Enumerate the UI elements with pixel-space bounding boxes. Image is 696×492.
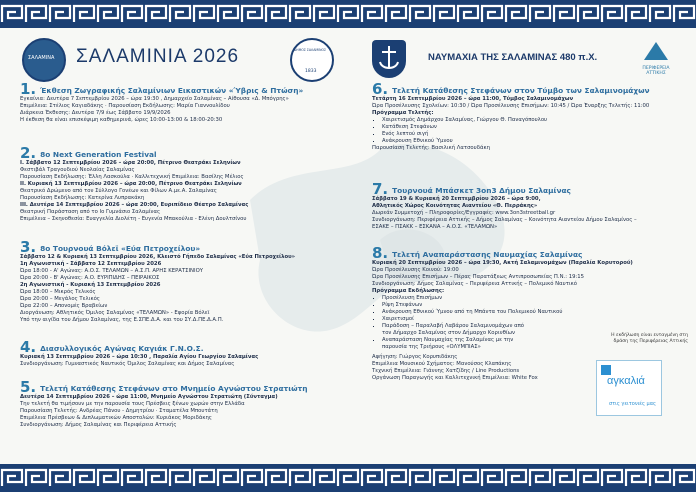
list-item: ▪ Χαιρετισμοί xyxy=(382,316,633,323)
event-2-line: Παρουσίαση Εκδήλωσης: Κατερίνα Λυπρακάκη xyxy=(20,195,145,201)
event-8-credit: Επιμέλεια Μουσικού Σχήματος: Μανούσος Κλαπάκης xyxy=(372,361,512,367)
event-8-line: Συνδιοργάνωση: Δήμος Σαλαμίνας – Περιφέρεια Αττικής – Πολεμικό Ναυτικό xyxy=(372,281,578,287)
agkalia-logo xyxy=(596,360,662,416)
event-5-line: Συνδιοργάνωση: Δήμος Σαλαμίνας και Περιφέρεια Αττικής xyxy=(20,422,177,428)
event-8-line: Ώρα Προσέλευσης Κοινού: 19:00 xyxy=(372,267,459,273)
event-2-number: 2. xyxy=(20,144,37,162)
event-6-line: Ώρα Προσέλευσης Σχολείων: 10:30 / Ώρα Προσέλευσης Επισήμων: 10:45 / Ώρα Έναρξης Τελετής: 11:00 xyxy=(372,103,650,109)
event-8-credit: Τεχνική Επιμέλεια: Γιάννης Χατζίδης / Line Productions xyxy=(372,368,520,374)
event-3 xyxy=(20,238,296,324)
agkalia-brand: αγκαλιά xyxy=(607,375,645,387)
event-3-line: Ώρα 18:00 - Α' Αγώνας: Α.Ο.Σ. ΤΕΛΑΜΩΝ – Α.Σ.Π. ΑΡΗΣ ΚΕΡΑΤΣΙΝΙΟΥ xyxy=(20,268,203,274)
event-7-line: Συνδιοργάνωση: Περιφέρεια Αττικής – Δήμος Σαλαμίνας – Κοινότητα Αιαντείου Δήμου Σαλαμίνος – xyxy=(372,217,637,223)
event-1 xyxy=(20,80,304,124)
event-5-line: Επιμέλεια Πρέσβεων & Διπλωματικών Αποστολών: Κυριάκος Μοριδάκης xyxy=(20,415,212,421)
event-3-line: Ώρα 18:00 – Μικρός Τελικός xyxy=(20,289,96,295)
event-6 xyxy=(372,80,650,152)
event-5-number: 5. xyxy=(20,378,37,396)
event-1-title: Έκθεση Ζωγραφικής Σαλαμίνιων Εικαστικών «Ύβρις & Πτώση» xyxy=(40,86,304,95)
event-1-line: Επιμέλεια: Στέλιος Καγιαδάκης · Παρουσίαση Εκδήλωσης: Μαρία Γιαννουλίδου xyxy=(20,103,230,109)
event-2-title: 8ο Next Generation Festival xyxy=(40,150,157,159)
list-item: ▪ Ανάκρουση Εθνικού Ύμνου από τη Μπάντα του Πολεμικού Ναυτικού xyxy=(382,309,633,316)
list-item: ▪ Κατάθεση Στεφάνων xyxy=(382,124,650,131)
list-item: ▪ Χαιρετισμός Δημάρχου Σαλαμίνας, Γιώργου Θ. Παναγόπουλου xyxy=(382,117,650,124)
event-2-line: III. Δευτέρα 14 Σεπτεμβρίου 2026 – ώρα 20:00, Ευριπίδειο Θέατρο Σαλαμίνας xyxy=(20,202,249,208)
event-2 xyxy=(20,144,249,223)
list-item: ▪ Ανάκρουση Εθνικού Ύμνου xyxy=(382,138,650,145)
event-6-title: Τελετή Κατάθεσης Στεφάνων στον Τύμβο των Σαλαμινομάχων xyxy=(392,86,650,95)
event-3-line: Σάββατο 12 & Κυριακή 13 Σεπτεμβρίου 2026, Κλειστό Γήπεδο Σαλαμίνας «Εύα Πετροχείλου» xyxy=(20,254,296,260)
event-3-line: Ώρα 20:00 - Β' Αγώνας: Α.Ο. ΕΥΡΙΠΙΔΗΣ – ΠΕΙΡΑΙΚΟΣ xyxy=(20,275,160,281)
event-8-credit: Αφήγηση: Γιώργος Κορυπιδάκης xyxy=(372,354,458,360)
municipality-seal-icon xyxy=(290,38,334,82)
event-7 xyxy=(372,180,637,231)
event-8-line: Πρόγραμμα Εκδήλωσης: xyxy=(372,288,445,294)
salamina-logo-icon xyxy=(22,38,66,82)
event-6-line: Παρουσίαση Τελετής: Βασιλική Λατσουδάκη xyxy=(372,145,490,151)
event-6-line: Πρόγραμμα Τελετής: xyxy=(372,110,434,116)
event-3-line: 1η Αγωνιστική - Σάββατο 12 Σεπτεμβρίου 2026 xyxy=(20,261,162,267)
event-6-number: 6. xyxy=(372,80,389,98)
event-7-line: ΕΣΑΚΕ – ΠΣΑΚΚ – ΕΣΚΑΝΑ – Α.Ο.Σ. «ΤΕΛΑΜΩΝ» xyxy=(372,224,498,230)
event-1-line: Εγκαίνια: Δευτέρα 7 Σεπτεμβρίου 2026 – ώρα 19:30 , Δημαρχείο Σαλαμίνας – Αίθουσα «Δ. Μπόγρης» xyxy=(20,96,289,102)
sponsor-note-line: δράση της Περιφέρειας Αττικής xyxy=(613,339,688,344)
event-4-line: Κυριακή 13 Σεπτεμβρίου 2026 – ώρα 10:30 , Παραλία Αγίου Γεωργίου Σαλαμίνας xyxy=(20,354,259,360)
list-item: τον Δήμαρχο Σαλαμίνας στον Δήμαρχο Κορινθίων xyxy=(382,330,516,336)
list-item: ▪ Παράδοση – Παραλαβή Λαβάρου Σαλαμινομάχων από xyxy=(382,323,633,330)
seal-year: 1833 xyxy=(305,69,317,74)
event-8-number: 8. xyxy=(372,244,389,262)
event-2-line: Παρουσίαση Εκδήλωσης: Έλλη Λασκούλα · Καλλιτεχνική Επιμέλεια: Βασίλης Μέλιος xyxy=(20,174,244,180)
event-7-number: 7. xyxy=(372,180,389,198)
event-2-line: I. Σάββατο 12 Σεπτεμβρίου 2026 – ώρα 20:00, Πέτρινο Θεατράκι Σεληνίων xyxy=(20,160,241,166)
event-5-line: Δευτέρα 14 Σεπτεμβρίου 2026 – ώρα 11:00, Μνημείο Αγνώστου Στρατιώτη (Σύνταγμα) xyxy=(20,394,278,400)
page-title: ΣΑΛΑΜΙΝΙΑ 2026 xyxy=(76,46,240,67)
event-1-line: Διάρκεια Έκθεσης: Δευτέρα 7/9 έως Σάββατο 19/9/2026 xyxy=(20,110,171,116)
event-5-line: Παρουσίαση Τελετής: Ανδρέας Πάνου - Δημητρίου · Σταματέλα Μπουτάτη xyxy=(20,408,218,414)
event-8-line: Κυριακή 20 Σεπτεμβρίου 2026 – ώρα 19:30, Ακτή Σαλαμινομάχων (Παραλία Κορυτορού) xyxy=(372,260,633,266)
event-3-line: Ώρα 20:00 – Μεγάλος Τελικός xyxy=(20,296,100,302)
event-7-line: Δωρεάν Συμμετοχή – Πληροφορίες/Εγγραφές: www.3on3streetball.gr xyxy=(372,210,556,216)
event-2-line: Θεατρική Παράσταση από το Ιο Γυμνάσιο Σαλαμίνας xyxy=(20,209,161,215)
event-5 xyxy=(20,378,308,429)
seal-text: ΔΗΜΟΣ ΣΑΛΑΜΙΝΟΣ xyxy=(294,48,327,52)
sponsor-note-line: Η εκδήλωση είναι ενταγμένη στη xyxy=(611,333,688,338)
event-3-number: 3. xyxy=(20,238,37,256)
event-4-number: 4. xyxy=(20,338,37,356)
event-3-line: Διοργάνωση: Αθλητικός Όμιλος Σαλαμίνας «ΤΕΛΑΜΩΝ» - Εφορία Βόλεϊ xyxy=(20,310,210,316)
event-2-line: Φεστιβάλ Τραγουδιού Νεολαίας Σαλαμίνας xyxy=(20,167,135,173)
event-1-number: 1. xyxy=(20,80,37,98)
event-4-title: Διασυλλογικός Αγώνας Καγιάκ Γ.Ν.Ο.Σ. xyxy=(40,344,204,353)
event-2-line: II. Κυριακή 13 Σεπτεμβρίου 2026 – ώρα 20:00, Πέτρινο Θεατράκι Σεληνίων xyxy=(20,181,242,187)
bottom-meander-border xyxy=(0,464,696,492)
event-6-program-list xyxy=(372,117,650,145)
agkalia-logo-bars-icon xyxy=(601,365,611,375)
event-4 xyxy=(20,338,259,368)
event-4-line: Συνδιοργάνωση: Γυμναστικός Ναυτικός Όμιλος Σαλαμίνας και Δήμος Σαλαμίνας xyxy=(20,361,235,367)
region-logo-line2: ΑΤΤΙΚΗΣ xyxy=(646,71,666,76)
event-7-line: Σάββατο 19 & Κυριακή 20 Σεπτεμβρίου 2026 – ώρα 9:00, xyxy=(372,196,541,202)
event-5-title: Τελετή Κατάθεσης Στεφάνων στο Μνημείο Αγνώστου Στρατιώτη xyxy=(40,384,308,393)
event-7-title: Τουρνουά Μπάσκετ 3on3 Δήμου Σαλαμίνας xyxy=(392,186,571,195)
event-3-line: Υπό την αιγίδα του Δήμου Σαλαμίνας, της Ε.ΣΠΕ.Δ.Α. και του ΣΥ.Δ.ΠΕ.Δ.Α.Π. xyxy=(20,317,224,323)
event-2-line: Επιμέλεια – Σκηνοθεσία: Ευαγγελία Διολέτη - Ευγενία Μπακούλια - Ελένη Δουλτσίνου xyxy=(20,216,247,222)
navy-emblem-icon xyxy=(372,40,406,78)
top-meander-border xyxy=(0,0,696,28)
event-8-credit: Οργάνωση Παραγωγής και Καλλιτεχνική Επιμέλεια: White Fox xyxy=(372,375,538,381)
event-6-line: Τετάρτη 16 Σεπτεμβρίου 2026 – ώρα 11:00, Τύμβος Σαλαμινομάχων xyxy=(372,96,574,102)
list-item: ▪ Ενός λεπτού σιγή xyxy=(382,131,650,138)
region-logo-line1: ΠΕΡΙΦΕΡΕΙΑ xyxy=(642,66,670,71)
attica-region-logo xyxy=(634,40,678,80)
event-3-line: Ώρα 22:00 – Απονομές Βραβείων xyxy=(20,303,108,309)
event-7-line: Αθλητικός Χώρος Κοινότητας Αιαντείου «Θ. Περράκης» xyxy=(372,203,538,209)
event-1-line: Η έκθεση θα είναι επισκέψιμη καθημερινά, ώρες 10:00-13:00 & 18:00-20:30 xyxy=(20,117,223,123)
event-5-line: Την τελετή θα τιμήσουν με την παρουσία τους Πρέσβεις ξένων χωρών στην Ελλάδα xyxy=(20,401,245,407)
salamina-logo-text: ΣΑΛΑΜΙΝΑ xyxy=(28,55,55,61)
agkalia-tagline: στις γειτονιές μας xyxy=(609,401,656,407)
event-8-title: Τελετή Αναπαράστασης Ναυμαχίας Σαλαμίνας xyxy=(392,250,583,259)
event-8 xyxy=(372,244,633,382)
list-item: ▪ Ρίψη Στεφάνων xyxy=(382,302,633,309)
sponsor-note xyxy=(588,333,688,345)
event-8-line: Ώρα Προσέλευσης Επισήμων – Πέρας Παρατάξεως Αντιπροσωπείας Π.Ν.: 19:15 xyxy=(372,274,584,280)
event-3-title: 8ο Τουρνουά Βόλεϊ «Εύα Πετροχείλου» xyxy=(40,244,201,253)
list-item: παρουσία της Τριήρους «ΟΛΥΜΠΙΑΣ» xyxy=(382,344,481,350)
event-2-line: Θεατρικό Δρώμενο από τον Σύλλογο Γονέων και Φίλων Α.με.Α. Σαλαμίνας xyxy=(20,188,217,194)
event-3-line: 2η Αγωνιστική - Κυριακή 13 Σεπτεμβρίου 2026 xyxy=(20,282,161,288)
list-item: ▪ Αναπαράσταση Ναυμαχίας της Σαλαμίνας με την xyxy=(382,337,633,344)
naval-battle-title: ΝΑΥΜΑΧΙΑ ΤΗΣ ΣΑΛΑΜΙΝΑΣ 480 π.Χ. xyxy=(428,52,598,63)
list-item: ▪ Προσέλευση Επισήμων xyxy=(382,295,633,302)
